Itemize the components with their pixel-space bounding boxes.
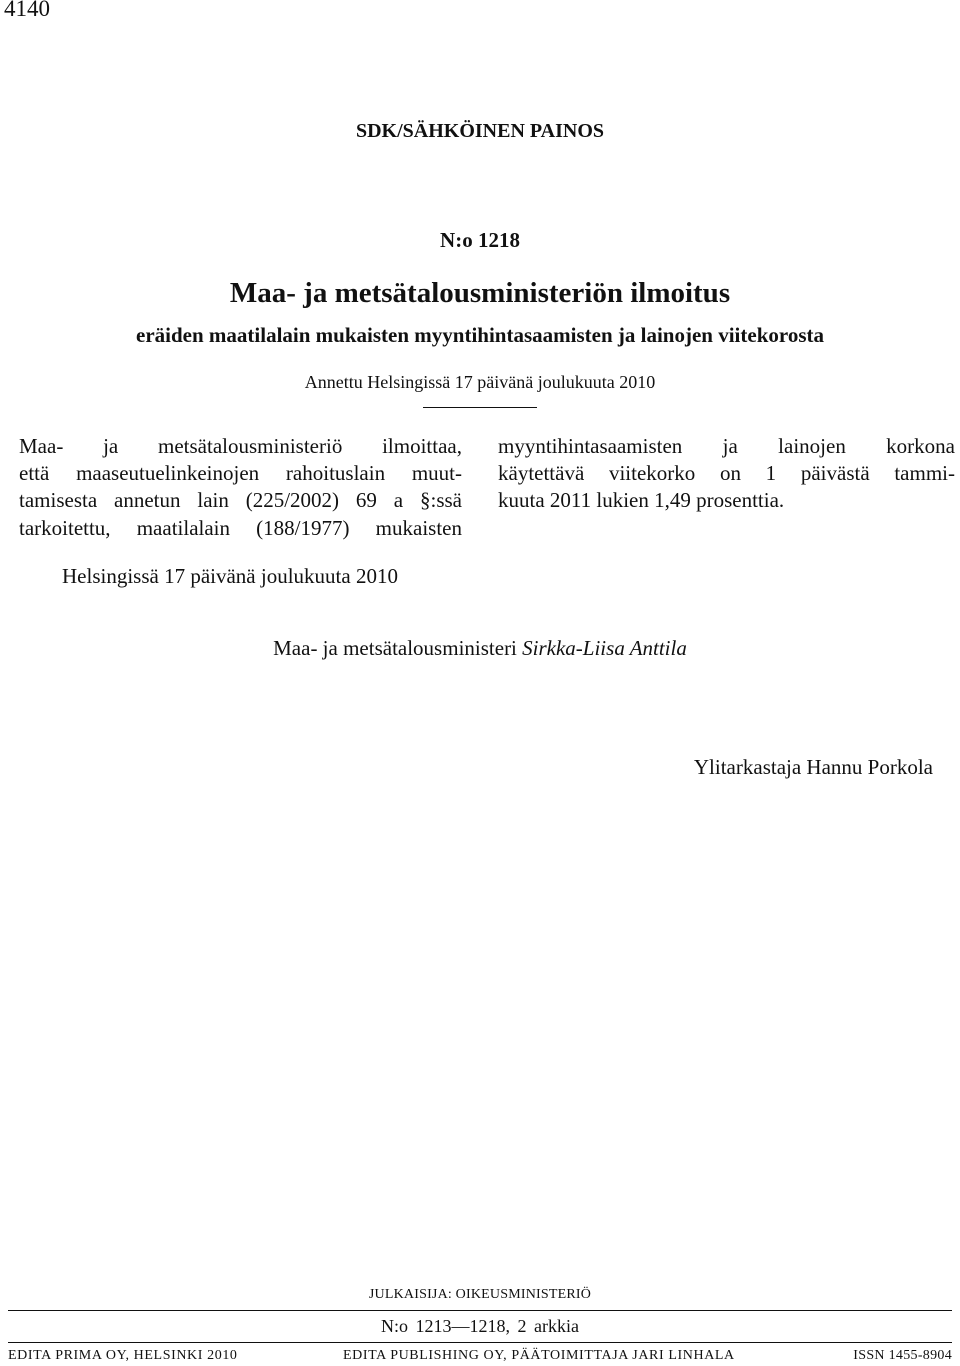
body-left-column	[19, 433, 462, 542]
body-line: käytettävä viitekorko on 1 päivästä tammi-	[498, 461, 955, 486]
inspector-signature: Ylitarkastaja Hannu Porkola	[693, 755, 933, 779]
given-line: Annettu Helsingissä 17 päivänä joulukuuta 2010	[304, 372, 656, 392]
body-line: että maaseutuelinkeinojen rahoituslain muut-	[19, 461, 462, 486]
issn-line: ISSN 1455-8904	[853, 1348, 952, 1363]
body-line: tarkoitettu, maatilalain (188/1977) mukaisten	[19, 515, 462, 540]
body-line: myyntihintasaamisten ja lainojen korkona	[498, 434, 955, 458]
document-title: Maa- ja metsätalousministeriön ilmoitus	[229, 277, 731, 309]
footer-divider-bottom	[8, 1342, 952, 1343]
title-divider	[423, 407, 537, 408]
page-number: 4140	[4, 0, 50, 21]
minister-title: Maa- ja metsätalousministeri	[273, 636, 517, 660]
issue-numbers: N:o 1213—1218, 2 arkkia	[381, 1316, 579, 1336]
minister-signature	[0, 636, 960, 661]
body-line: tamisesta annetun lain (225/2002) 69 a §:ssä	[19, 488, 462, 513]
publisher-line: JULKAISIJA: OIKEUSMINISTERIÖ	[368, 1287, 592, 1302]
body-line: Maa- ja metsätalousministeriö ilmoittaa,	[19, 434, 462, 458]
place-date: Helsingissä 17 päivänä joulukuuta 2010	[62, 564, 398, 588]
body-line: kuuta 2011 lukien 1,49 prosenttia.	[498, 488, 785, 513]
body-right-column	[498, 433, 955, 515]
edition-label: SDK/SÄHKÖINEN PAINOS	[355, 120, 604, 142]
publishing-line: EDITA PUBLISHING OY, PÄÄTOIMITTAJA JARI LINHALA	[343, 1348, 735, 1363]
printer-line: EDITA PRIMA OY, HELSINKI 2010	[8, 1348, 238, 1363]
footer-divider-top	[8, 1310, 952, 1311]
minister-name: Sirkka-Liisa Anttila	[522, 636, 687, 660]
statute-number: N:o 1218	[440, 228, 520, 252]
document-subtitle: eräiden maatilalain mukaisten myyntihintasaamisten ja lainojen viitekorosta	[136, 323, 824, 347]
